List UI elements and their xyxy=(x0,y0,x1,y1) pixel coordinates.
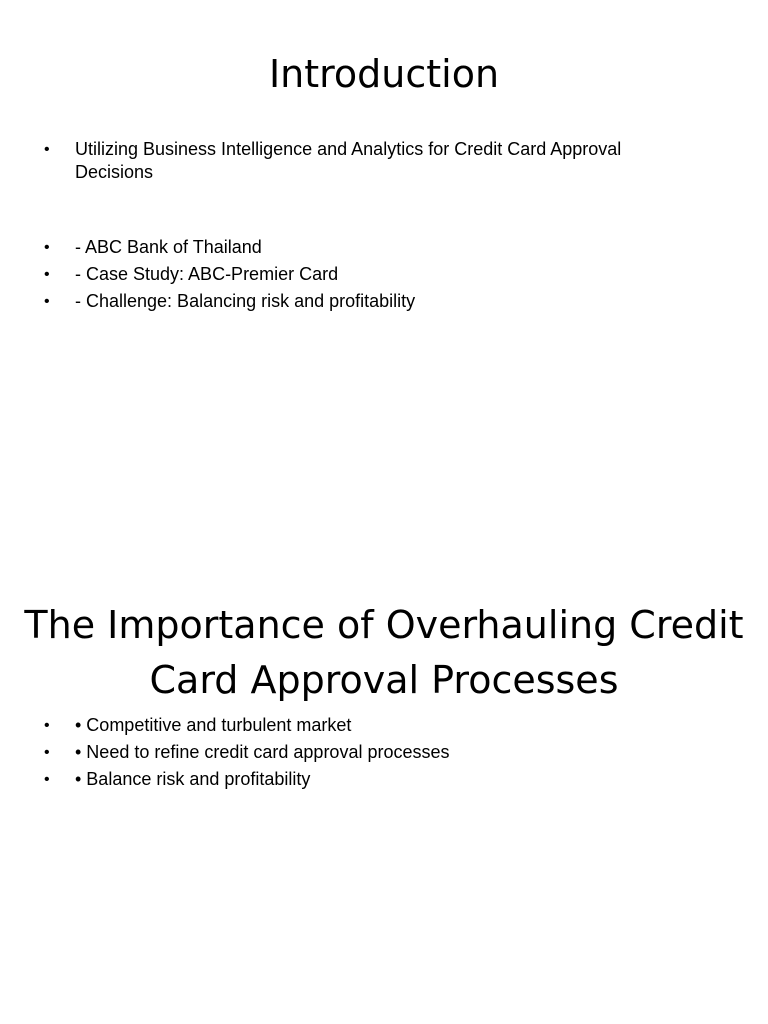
bullet-text: - ABC Bank of Thailand xyxy=(75,237,262,257)
bullet-item xyxy=(0,768,768,791)
bullet-text: • Balance risk and profitability xyxy=(75,769,311,789)
bullet-text: • Need to refine credit card approval processes xyxy=(75,742,450,762)
bullet-item xyxy=(0,741,768,764)
bullet-icon: • xyxy=(44,239,50,256)
bullet-icon: • xyxy=(44,266,50,283)
bullet-item xyxy=(0,263,768,286)
bullet-spacer xyxy=(0,188,768,236)
bullet-icon: • xyxy=(44,141,50,158)
bullet-list xyxy=(0,714,768,795)
bullet-item xyxy=(0,290,768,313)
bullet-text: • Competitive and turbulent market xyxy=(75,715,352,735)
slide-title: Introduction xyxy=(268,52,500,96)
bullet-text: Utilizing Business Intelligence and Analytics for Credit Card Approval Decisions xyxy=(75,139,622,182)
slide-importance xyxy=(0,512,768,1024)
bullet-item xyxy=(0,138,768,184)
slide-title: The Importance of Overhauling Credit Card Approval Processes xyxy=(24,603,744,702)
bullet-text: - Case Study: ABC-Premier Card xyxy=(75,264,339,284)
bullet-item xyxy=(0,714,768,737)
bullet-text: - Challenge: Balancing risk and profitability xyxy=(75,291,416,311)
bullet-icon: • xyxy=(44,293,50,310)
bullet-icon: • xyxy=(44,771,50,788)
bullet-icon: • xyxy=(44,717,50,734)
bullet-list xyxy=(0,138,768,317)
bullet-icon: • xyxy=(44,744,50,761)
bullet-item xyxy=(0,236,768,259)
